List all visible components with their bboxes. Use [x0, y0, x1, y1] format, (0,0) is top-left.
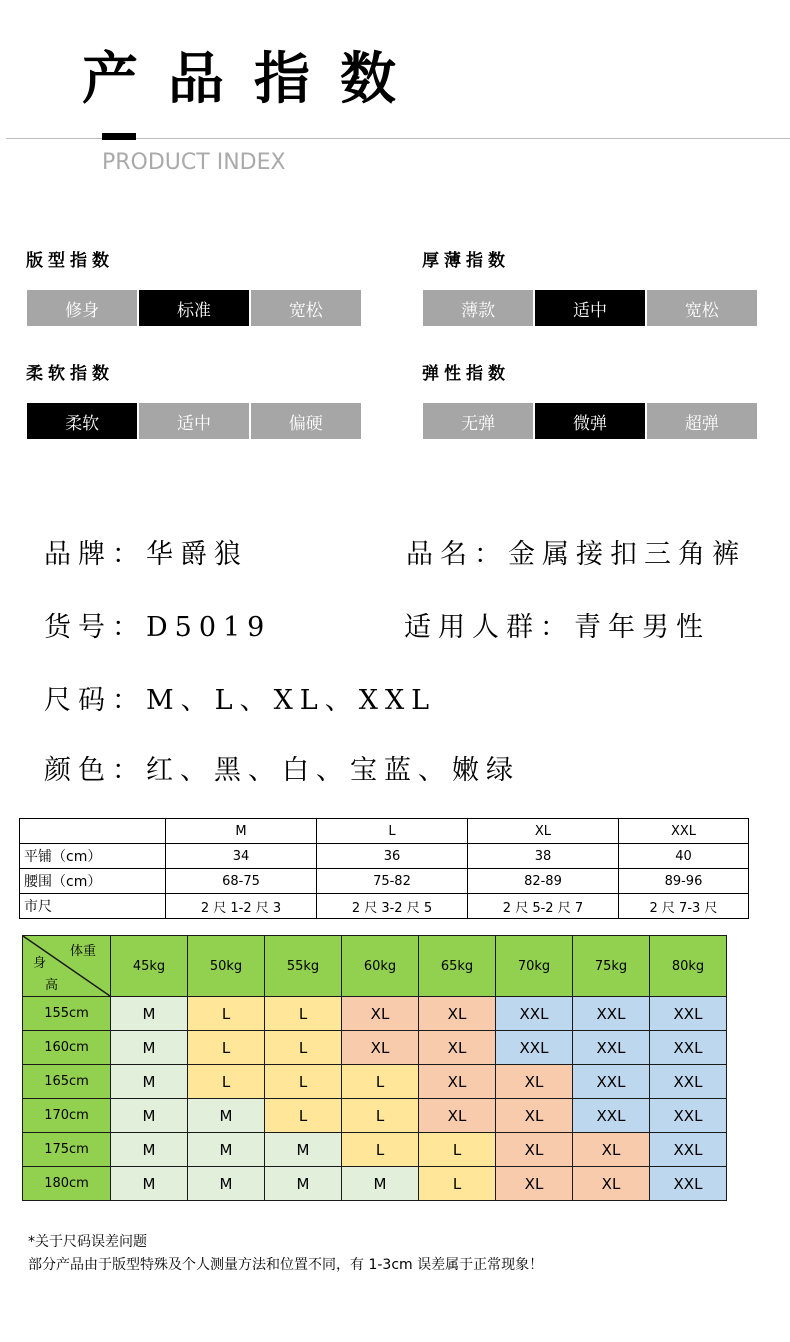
height-label: 165cm — [23, 1065, 111, 1099]
weight-header: 55kg — [265, 936, 342, 997]
table-header-cell: M — [166, 819, 317, 844]
elasticity-index-label: 弹性指数 — [422, 364, 510, 384]
size-cell: XL — [496, 1167, 573, 1201]
softness-index-option: 偏硬 — [251, 403, 361, 439]
size-cell: XL — [573, 1133, 650, 1167]
size-cell: XXL — [650, 1167, 727, 1201]
softness-index-option: 柔软 — [27, 403, 137, 439]
thickness-index-option: 薄款 — [423, 290, 533, 326]
table-row — [20, 894, 749, 919]
brand-line: 品牌：华爵狼 — [44, 539, 248, 570]
table-cell: 82-89 — [467, 869, 618, 894]
size-cell: XL — [342, 997, 419, 1031]
elasticity-index-option: 无弹 — [423, 403, 533, 439]
fit-index-label: 版型指数 — [26, 251, 114, 271]
table-cell: 34 — [166, 844, 317, 869]
size-cell: XXL — [496, 997, 573, 1031]
height-label: 180cm — [23, 1167, 111, 1201]
softness-index-label: 柔软指数 — [26, 364, 114, 384]
size-cell: L — [342, 1099, 419, 1133]
height-label: 160cm — [23, 1031, 111, 1065]
fit-chart-row — [23, 1065, 727, 1099]
size-cell: XL — [342, 1031, 419, 1065]
error-note-body: 部分产品由于版型特殊及个人测量方法和位置不同，有 1-3cm 误差属于正常现象！ — [28, 1257, 544, 1273]
table-cell: 2 尺 5-2 尺 7 — [467, 894, 618, 919]
size-cell: M — [188, 1167, 265, 1201]
table-row-label: 平铺（cm） — [20, 844, 166, 869]
table-header-cell: L — [316, 819, 467, 844]
height-axis-label-2: 高 — [45, 978, 59, 993]
fit-index-option: 修身 — [27, 290, 137, 326]
weight-header: 65kg — [419, 936, 496, 997]
fit-chart-row — [23, 1099, 727, 1133]
size-cell: XL — [573, 1167, 650, 1201]
size-cell: XXL — [650, 1133, 727, 1167]
weight-axis-label: 体重 — [69, 944, 96, 959]
elasticity-index-bar — [423, 403, 757, 439]
size-cell: XXL — [573, 1099, 650, 1133]
size-cell: XXL — [573, 997, 650, 1031]
size-cell: XXL — [650, 997, 727, 1031]
height-label: 170cm — [23, 1099, 111, 1133]
size-cell: XL — [419, 1099, 496, 1133]
size-cell: L — [188, 1031, 265, 1065]
height-axis-label-1: 身 — [33, 956, 47, 971]
thickness-index-label: 厚薄指数 — [422, 251, 510, 271]
size-cell: XL — [496, 1133, 573, 1167]
size-cell: L — [188, 1065, 265, 1099]
height-label: 175cm — [23, 1133, 111, 1167]
product-name-line: 品名：金属接扣三角裤 — [406, 539, 746, 570]
audience-line: 适用人群：青年男性 — [404, 612, 710, 643]
size-cell: XXL — [573, 1065, 650, 1099]
weight-header: 70kg — [496, 936, 573, 997]
size-cell: L — [265, 1031, 342, 1065]
size-cell: M — [111, 1133, 188, 1167]
elasticity-index-option: 微弹 — [535, 403, 645, 439]
size-cell: L — [265, 997, 342, 1031]
elasticity-index-option: 超弹 — [647, 403, 757, 439]
softness-index-bar — [27, 403, 361, 439]
fit-chart-row — [23, 997, 727, 1031]
size-cell: L — [419, 1133, 496, 1167]
table-cell: 68-75 — [166, 869, 317, 894]
size-measurement-table — [19, 818, 749, 919]
table-cell: 75-82 — [316, 869, 467, 894]
table-row — [20, 844, 749, 869]
table-row — [20, 869, 749, 894]
size-cell: M — [265, 1167, 342, 1201]
size-cell: L — [419, 1167, 496, 1201]
size-cell: XL — [419, 1031, 496, 1065]
table-cell: 40 — [618, 844, 748, 869]
size-cell: XXL — [573, 1031, 650, 1065]
size-cell: M — [111, 997, 188, 1031]
weight-header: 80kg — [650, 936, 727, 997]
weight-header: 50kg — [188, 936, 265, 997]
size-cell: M — [111, 1065, 188, 1099]
size-cell: XL — [496, 1065, 573, 1099]
fit-chart-row — [23, 1133, 727, 1167]
fit-chart-row — [23, 1031, 727, 1065]
size-cell: XL — [496, 1099, 573, 1133]
fit-index-bar — [27, 290, 361, 326]
weight-header: 60kg — [342, 936, 419, 997]
size-cell: M — [111, 1031, 188, 1065]
size-cell: L — [342, 1133, 419, 1167]
size-cell: M — [342, 1167, 419, 1201]
table-cell: 89-96 — [618, 869, 748, 894]
table-header-cell: XL — [467, 819, 618, 844]
page-subtitle: PRODUCT INDEX — [102, 150, 286, 175]
thickness-index-option: 宽松 — [647, 290, 757, 326]
size-cell: L — [342, 1065, 419, 1099]
thickness-index-bar — [423, 290, 757, 326]
weight-header: 75kg — [573, 936, 650, 997]
table-cell: 2 尺 7-3 尺 — [618, 894, 748, 919]
table-cell: 2 尺 3-2 尺 5 — [316, 894, 467, 919]
table-header-row — [20, 819, 749, 844]
title-accent-bar — [102, 133, 136, 140]
size-cell: M — [265, 1133, 342, 1167]
size-cell: M — [111, 1167, 188, 1201]
softness-index-option: 适中 — [139, 403, 249, 439]
fit-chart-table — [22, 935, 727, 1201]
fit-index-option: 标准 — [139, 290, 249, 326]
fit-chart-header-row — [23, 936, 727, 997]
sizes-line: 尺码：M、L、XL、XXL — [44, 685, 437, 716]
fit-chart-body — [23, 997, 727, 1201]
size-cell: XXL — [650, 1099, 727, 1133]
size-cell: L — [265, 1065, 342, 1099]
error-note-title: *关于尺码误差问题 — [28, 1234, 147, 1250]
weight-header: 45kg — [111, 936, 188, 997]
table-row-label: 腰围（cm） — [20, 869, 166, 894]
table-cell: 2 尺 1-2 尺 3 — [166, 894, 317, 919]
fit-chart-row — [23, 1167, 727, 1201]
table-cell: 36 — [316, 844, 467, 869]
size-cell: XL — [419, 1065, 496, 1099]
page-title: 产品指数 — [82, 47, 426, 112]
item-number-line: 货号：D5019 — [44, 612, 272, 643]
size-cell: XXL — [650, 1031, 727, 1065]
size-cell: L — [265, 1099, 342, 1133]
colors-line: 颜色：红、黑、白、宝蓝、嫩绿 — [44, 755, 520, 786]
table-cell: 38 — [467, 844, 618, 869]
fit-chart-corner-cell — [23, 936, 111, 997]
size-cell: M — [111, 1099, 188, 1133]
size-cell: XXL — [650, 1065, 727, 1099]
fit-index-option: 宽松 — [251, 290, 361, 326]
size-cell: M — [188, 1099, 265, 1133]
table-row-label: 市尺 — [20, 894, 166, 919]
size-cell: L — [188, 997, 265, 1031]
thickness-index-option: 适中 — [535, 290, 645, 326]
size-cell: XXL — [496, 1031, 573, 1065]
height-label: 155cm — [23, 997, 111, 1031]
table-header-cell: XXL — [618, 819, 748, 844]
table-cell — [20, 819, 166, 844]
size-cell: XL — [419, 997, 496, 1031]
size-cell: M — [188, 1133, 265, 1167]
